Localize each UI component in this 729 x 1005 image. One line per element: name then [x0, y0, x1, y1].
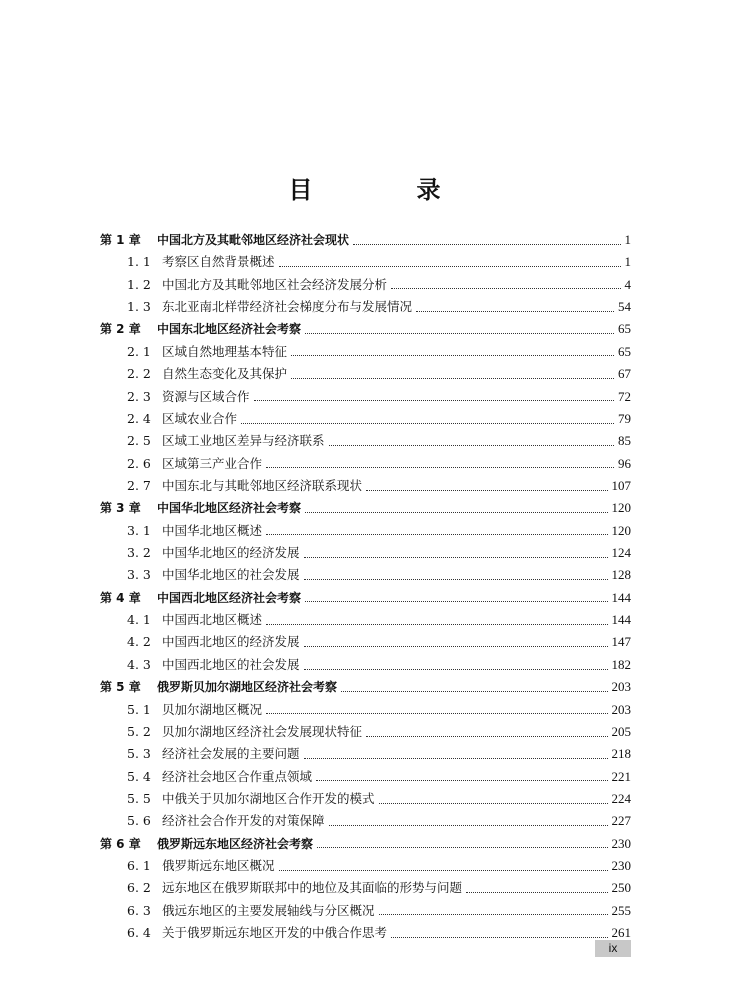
entry-page: 221 — [611, 768, 631, 784]
entry-number: 1. 2 — [127, 276, 151, 292]
entry-title: 中国北方及其毗邻地区经济社会现状 — [157, 233, 350, 247]
entry-number: 2. 4 — [127, 410, 151, 426]
entry-title: 经济社会合作开发的对策保障 — [162, 813, 325, 829]
entry-page: 1 — [624, 232, 631, 247]
toc-section-entry[interactable] — [100, 810, 631, 832]
dot-leader — [291, 378, 614, 379]
dot-leader — [279, 266, 621, 267]
toc-section-entry[interactable] — [100, 363, 631, 385]
entry-page: 261 — [611, 925, 631, 941]
entry-title: 经济社会发展的主要问题 — [162, 746, 300, 762]
entry-number: 第 5 章 — [100, 680, 141, 695]
toc-section-entry[interactable] — [100, 877, 631, 899]
entry-number: 6. 4 — [127, 925, 151, 941]
entry-title: 考察区自然背景概述 — [162, 254, 275, 270]
entry-page: 4 — [624, 276, 631, 292]
entry-number: 第 1 章 — [100, 233, 141, 247]
entry-page: 203 — [611, 679, 631, 695]
toc-section-entry[interactable] — [100, 408, 631, 430]
entry-page: 230 — [611, 858, 631, 874]
page-number: ix — [595, 940, 631, 957]
entry-page: 128 — [611, 567, 631, 583]
entry-title: 区域自然地理基本特征 — [162, 343, 288, 359]
entry-number: 4. 1 — [127, 612, 151, 628]
dot-leader — [379, 803, 608, 804]
entry-number: 3. 1 — [127, 522, 151, 538]
entry-title: 资源与区域合作 — [162, 388, 250, 404]
entry-title: 中国东北与其毗邻地区经济联系现状 — [162, 477, 363, 493]
toc-section-entry[interactable] — [100, 743, 631, 765]
dot-leader — [241, 423, 614, 424]
entry-number: 6. 1 — [127, 858, 151, 874]
dot-leader — [317, 847, 607, 848]
entry-number: 2. 2 — [127, 366, 151, 382]
entry-page: 224 — [611, 790, 631, 806]
dot-leader — [466, 892, 607, 893]
dot-leader — [353, 244, 620, 245]
entry-title: 中国东北地区经济社会考察 — [157, 322, 302, 337]
toc-section-entry[interactable] — [100, 430, 631, 452]
dot-leader — [279, 870, 608, 871]
entry-page: 250 — [611, 880, 631, 896]
entry-number: 2. 6 — [127, 455, 151, 471]
dot-leader — [305, 333, 614, 334]
table-of-contents — [100, 229, 631, 941]
toc-section-entry[interactable] — [100, 699, 631, 721]
entry-number: 1. 1 — [127, 254, 151, 270]
dot-leader — [366, 736, 607, 737]
toc-section-entry[interactable] — [100, 520, 631, 542]
dot-leader — [416, 311, 614, 312]
entry-number: 5. 5 — [127, 790, 151, 806]
entry-page: 65 — [618, 343, 631, 359]
dot-leader — [316, 780, 607, 781]
entry-page: 218 — [611, 746, 631, 762]
dot-leader — [254, 400, 614, 401]
entry-title: 中国华北地区经济社会考察 — [157, 501, 302, 516]
toc-section-entry[interactable] — [100, 564, 631, 586]
entry-title: 中国华北地区的社会发展 — [162, 567, 300, 583]
entry-number: 1. 3 — [127, 299, 151, 315]
entry-title: 东北亚南北样带经济社会梯度分布与发展情况 — [162, 299, 413, 315]
entry-page: 67 — [618, 366, 631, 382]
entry-title: 中国西北地区经济社会考察 — [157, 590, 302, 605]
dot-leader — [379, 914, 608, 915]
entry-page: 147 — [611, 634, 631, 650]
entry-title: 关于俄罗斯远东地区开发的中俄合作思考 — [162, 925, 388, 941]
entry-title: 自然生态变化及其保护 — [162, 366, 288, 382]
entry-number: 4. 2 — [127, 634, 151, 650]
entry-number: 3. 3 — [127, 567, 151, 583]
toc-chapter-entry[interactable] — [100, 497, 631, 519]
toc-chapter-entry[interactable] — [100, 229, 631, 251]
entry-number: 第 2 章 — [100, 322, 141, 337]
entry-page: 205 — [611, 723, 631, 739]
toc-section-entry[interactable] — [100, 900, 631, 922]
entry-number: 4. 3 — [127, 656, 151, 672]
dot-leader — [341, 691, 607, 692]
entry-page: 85 — [618, 433, 631, 449]
dot-leader — [304, 758, 608, 759]
entry-title: 贝加尔湖地区概况 — [162, 701, 263, 717]
entry-title: 俄罗斯远东地区经济社会考察 — [157, 836, 314, 851]
entry-title: 中国西北地区的经济发展 — [162, 634, 300, 650]
entry-page: 144 — [611, 589, 631, 605]
entry-page: 65 — [618, 321, 631, 337]
dot-leader — [391, 288, 620, 289]
entry-number: 第 3 章 — [100, 501, 141, 516]
entry-page: 144 — [611, 612, 631, 628]
toc-section-entry[interactable] — [100, 788, 631, 810]
entry-title: 俄远东地区的主要发展轴线与分区概况 — [162, 902, 375, 918]
toc-section-entry[interactable] — [100, 855, 631, 877]
entry-number: 6. 2 — [127, 880, 151, 896]
dot-leader — [266, 624, 607, 625]
toc-chapter-entry[interactable] — [100, 833, 631, 855]
entry-title: 中国华北地区的经济发展 — [162, 545, 300, 561]
entry-title: 贝加尔湖地区经济社会发展现状特征 — [162, 723, 363, 739]
entry-title: 中国华北地区概述 — [162, 522, 263, 538]
entry-title: 经济社会地区合作重点领域 — [162, 768, 313, 784]
entry-page: 1 — [624, 254, 631, 270]
dot-leader — [329, 825, 608, 826]
toc-section-entry[interactable] — [100, 721, 631, 743]
entry-page: 72 — [618, 388, 631, 404]
entry-page: 79 — [618, 410, 631, 426]
entry-number: 第 6 章 — [100, 836, 141, 851]
entry-title: 俄罗斯贝加尔湖地区经济社会考察 — [157, 680, 338, 695]
toc-section-entry[interactable] — [100, 631, 631, 653]
toc-section-entry[interactable] — [100, 453, 631, 475]
entry-number: 5. 6 — [127, 813, 151, 829]
entry-number: 5. 4 — [127, 768, 151, 784]
dot-leader — [391, 937, 607, 938]
entry-title: 区域工业地区差异与经济联系 — [162, 433, 325, 449]
toc-chapter-entry[interactable] — [100, 318, 631, 340]
entry-page: 227 — [611, 813, 631, 829]
entry-number: 5. 1 — [127, 701, 151, 717]
toc-section-entry[interactable] — [100, 766, 631, 788]
toc-section-entry[interactable] — [100, 251, 631, 273]
entry-number: 3. 2 — [127, 545, 151, 561]
entry-title: 中俄关于贝加尔湖地区合作开发的模式 — [162, 790, 375, 806]
entry-page: 96 — [618, 455, 631, 471]
dot-leader — [329, 445, 614, 446]
entry-title: 俄罗斯远东地区概况 — [162, 858, 275, 874]
entry-number: 第 4 章 — [100, 590, 141, 605]
dot-leader — [266, 534, 607, 535]
entry-page: 255 — [611, 902, 631, 918]
entry-page: 120 — [611, 500, 631, 516]
entry-number: 2. 1 — [127, 343, 151, 359]
page-title: 目 录 — [288, 175, 481, 204]
dot-leader — [305, 601, 607, 602]
entry-number: 6. 3 — [127, 902, 151, 918]
dot-leader — [305, 512, 607, 513]
entry-title: 区域第三产业合作 — [162, 455, 263, 471]
toc-chapter-entry[interactable] — [100, 587, 631, 609]
dot-leader — [304, 646, 608, 647]
entry-page: 54 — [618, 299, 631, 315]
entry-page: 230 — [611, 835, 631, 851]
entry-page: 203 — [611, 701, 631, 717]
entry-number: 5. 3 — [127, 746, 151, 762]
entry-number: 2. 7 — [127, 477, 151, 493]
toc-section-entry[interactable] — [100, 922, 631, 944]
entry-page: 182 — [611, 656, 631, 672]
entry-number: 5. 2 — [127, 723, 151, 739]
toc-section-entry[interactable] — [100, 274, 631, 296]
toc-section-entry[interactable] — [100, 341, 631, 363]
toc-section-entry[interactable] — [100, 654, 631, 676]
entry-title: 远东地区在俄罗斯联邦中的地位及其面临的形势与问题 — [162, 880, 463, 896]
toc-chapter-entry[interactable] — [100, 676, 631, 698]
dot-leader — [291, 355, 614, 356]
entry-page: 107 — [611, 477, 631, 493]
entry-number: 2. 3 — [127, 388, 151, 404]
toc-section-entry[interactable] — [100, 386, 631, 408]
dot-leader — [304, 557, 608, 558]
entry-title: 中国西北地区概述 — [162, 612, 263, 628]
toc-section-entry[interactable] — [100, 296, 631, 318]
dot-leader — [266, 713, 607, 714]
entry-title: 区域农业合作 — [162, 410, 238, 426]
dot-leader — [366, 490, 607, 491]
dot-leader — [266, 467, 614, 468]
dot-leader — [304, 579, 608, 580]
toc-section-entry[interactable] — [100, 609, 631, 631]
entry-page: 124 — [611, 545, 631, 561]
entry-title: 中国西北地区的社会发展 — [162, 656, 300, 672]
toc-section-entry[interactable] — [100, 542, 631, 564]
entry-title: 中国北方及其毗邻地区社会经济发展分析 — [162, 276, 388, 292]
toc-section-entry[interactable] — [100, 475, 631, 497]
dot-leader — [304, 669, 608, 670]
entry-page: 120 — [611, 522, 631, 538]
entry-number: 2. 5 — [127, 433, 151, 449]
